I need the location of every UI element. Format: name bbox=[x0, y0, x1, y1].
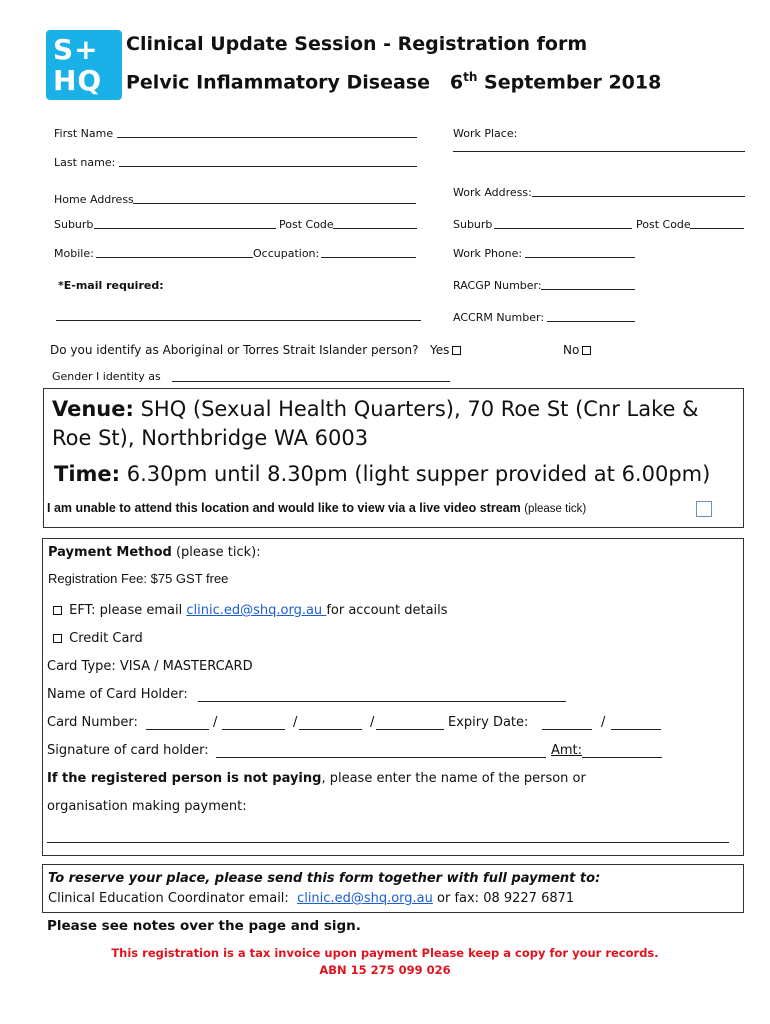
occupation-field[interactable] bbox=[321, 257, 416, 258]
email-field[interactable] bbox=[56, 320, 421, 321]
expiry-year-field[interactable] bbox=[611, 729, 661, 730]
last-name-field[interactable] bbox=[119, 166, 417, 167]
live-stream-text: I am unable to attend this location and would like to view via a live video stream bbox=[47, 501, 521, 515]
suburb-field[interactable] bbox=[94, 228, 276, 229]
payment-heading-label: Payment Method bbox=[48, 545, 172, 560]
expiry-month-field[interactable] bbox=[542, 729, 592, 730]
organisation-label: organisation making payment: bbox=[47, 799, 247, 814]
time-value: 6.30pm until 8.30pm (light supper provided at 6.00pm) bbox=[126, 462, 711, 486]
home-address-field[interactable] bbox=[133, 203, 416, 204]
not-paying-text bbox=[47, 771, 586, 786]
eft-prefix: EFT: please email bbox=[69, 603, 183, 618]
eft-email-link[interactable]: clinic.ed@shq.org.au bbox=[186, 603, 327, 618]
reserve-contact bbox=[48, 891, 574, 906]
time-label: Time: bbox=[54, 462, 121, 486]
occupation-label: Occupation: bbox=[253, 247, 320, 260]
eft-option[interactable] bbox=[50, 603, 448, 618]
payment-heading-note: (please tick): bbox=[175, 545, 261, 560]
time-text bbox=[54, 462, 710, 486]
organisation-field[interactable] bbox=[47, 842, 729, 843]
page-subtitle bbox=[126, 70, 661, 93]
eft-suffix: for account details bbox=[326, 603, 448, 618]
shq-logo bbox=[46, 30, 122, 100]
coordinator-email-link[interactable]: clinic.ed@shq.org.au bbox=[297, 891, 433, 906]
card-type-label: Card Type: VISA / MASTERCARD bbox=[47, 659, 253, 674]
tax-invoice-note: This registration is a tax invoice upon payment Please keep a copy for your records. bbox=[111, 946, 659, 960]
mobile-label: Mobile: bbox=[54, 247, 94, 260]
card-number-field-1[interactable] bbox=[146, 729, 209, 730]
venue-text bbox=[52, 395, 699, 453]
card-number-field-3[interactable] bbox=[299, 729, 362, 730]
credit-card-option[interactable] bbox=[50, 631, 143, 646]
subtitle-day: 6 bbox=[449, 71, 464, 94]
racgp-field[interactable] bbox=[541, 289, 635, 290]
card-number-sep-1: / bbox=[213, 715, 218, 730]
no-label: No bbox=[563, 343, 580, 357]
aboriginal-no[interactable] bbox=[563, 343, 594, 357]
accrm-field[interactable] bbox=[547, 321, 635, 322]
card-holder-field[interactable] bbox=[198, 701, 566, 702]
coordinator-label: Clinical Education Coordinator email: bbox=[48, 891, 289, 906]
not-paying-rest: , please enter the name of the person or bbox=[321, 771, 586, 786]
amount-label: Amt: bbox=[551, 743, 583, 758]
yes-label: Yes bbox=[430, 343, 450, 357]
live-stream-checkbox[interactable] bbox=[696, 501, 712, 517]
page-title: Clinical Update Session - Registration form bbox=[126, 33, 588, 55]
no-checkbox[interactable] bbox=[582, 346, 591, 355]
expiry-sep: / bbox=[601, 715, 606, 730]
subtitle-month-year: September 2018 bbox=[484, 71, 662, 94]
reserve-heading: To reserve your place, please send this form together with full payment to: bbox=[48, 871, 601, 886]
payment-heading bbox=[48, 545, 261, 560]
first-name-field[interactable] bbox=[117, 137, 417, 138]
gender-label: Gender I identity as bbox=[52, 370, 161, 383]
amount-field[interactable] bbox=[582, 757, 662, 758]
card-number-field-2[interactable] bbox=[222, 729, 285, 730]
registration-fee: Registration Fee: $75 GST free bbox=[48, 571, 229, 586]
work-address-field[interactable] bbox=[532, 196, 745, 197]
venue-line-1: SHQ (Sexual Health Quarters), 70 Roe St (Cnr Lake & bbox=[140, 397, 699, 421]
work-phone-label: Work Phone: bbox=[453, 247, 523, 260]
card-holder-label: Name of Card Holder: bbox=[47, 687, 188, 702]
live-stream-row bbox=[47, 501, 586, 515]
signature-field[interactable] bbox=[216, 757, 546, 758]
work-post-code-field[interactable] bbox=[690, 228, 744, 229]
expiry-label: Expiry Date: bbox=[448, 715, 529, 730]
venue-line-2: Roe St), Northbridge WA 6003 bbox=[52, 426, 369, 450]
gender-field[interactable] bbox=[172, 381, 450, 382]
work-place-field[interactable] bbox=[453, 151, 745, 152]
work-suburb-field[interactable] bbox=[494, 228, 632, 229]
racgp-label: RACGP Number: bbox=[453, 279, 542, 292]
aboriginal-yes[interactable] bbox=[430, 343, 464, 357]
footer-red-text bbox=[0, 945, 770, 979]
work-post-code-label: Post Code bbox=[636, 218, 691, 231]
email-required-label: *E-mail required: bbox=[58, 279, 164, 292]
card-number-sep-3: / bbox=[370, 715, 375, 730]
abn-number: ABN 15 275 099 026 bbox=[319, 963, 451, 977]
card-number-field-4[interactable] bbox=[376, 729, 444, 730]
work-place-label: Work Place: bbox=[453, 127, 518, 140]
live-stream-note: (please tick) bbox=[524, 503, 587, 515]
work-phone-field[interactable] bbox=[525, 257, 635, 258]
suburb-label: Suburb bbox=[54, 218, 94, 231]
venue-label: Venue: bbox=[52, 397, 134, 421]
post-code-label: Post Code bbox=[279, 218, 334, 231]
eft-checkbox[interactable] bbox=[53, 606, 62, 615]
mobile-field[interactable] bbox=[96, 257, 253, 258]
subtitle-day-suffix: th bbox=[463, 70, 478, 84]
yes-checkbox[interactable] bbox=[452, 346, 461, 355]
work-address-label: Work Address: bbox=[453, 186, 532, 199]
logo-top-text: S+ bbox=[53, 33, 99, 66]
aboriginal-question: Do you identify as Aboriginal or Torres Strait Islander person? bbox=[50, 343, 419, 357]
credit-card-checkbox[interactable] bbox=[53, 634, 62, 643]
credit-card-label: Credit Card bbox=[69, 631, 143, 646]
fax-label: or fax: 08 9227 6871 bbox=[437, 891, 575, 906]
last-name-label: Last name: bbox=[54, 156, 116, 169]
card-number-sep-2: / bbox=[293, 715, 298, 730]
work-suburb-label: Suburb bbox=[453, 218, 493, 231]
notes-over-page: Please see notes over the page and sign. bbox=[47, 918, 361, 934]
post-code-field[interactable] bbox=[333, 228, 417, 229]
card-number-label: Card Number: bbox=[47, 715, 138, 730]
subtitle-topic: Pelvic Inflammatory Disease bbox=[126, 71, 431, 94]
home-address-label: Home Address bbox=[54, 193, 134, 206]
first-name-label: First Name bbox=[54, 127, 114, 140]
accrm-label: ACCRM Number: bbox=[453, 311, 545, 324]
signature-label: Signature of card holder: bbox=[47, 743, 209, 758]
not-paying-bold: If the registered person is not paying bbox=[47, 771, 322, 786]
logo-bottom-text: HQ bbox=[53, 64, 103, 97]
